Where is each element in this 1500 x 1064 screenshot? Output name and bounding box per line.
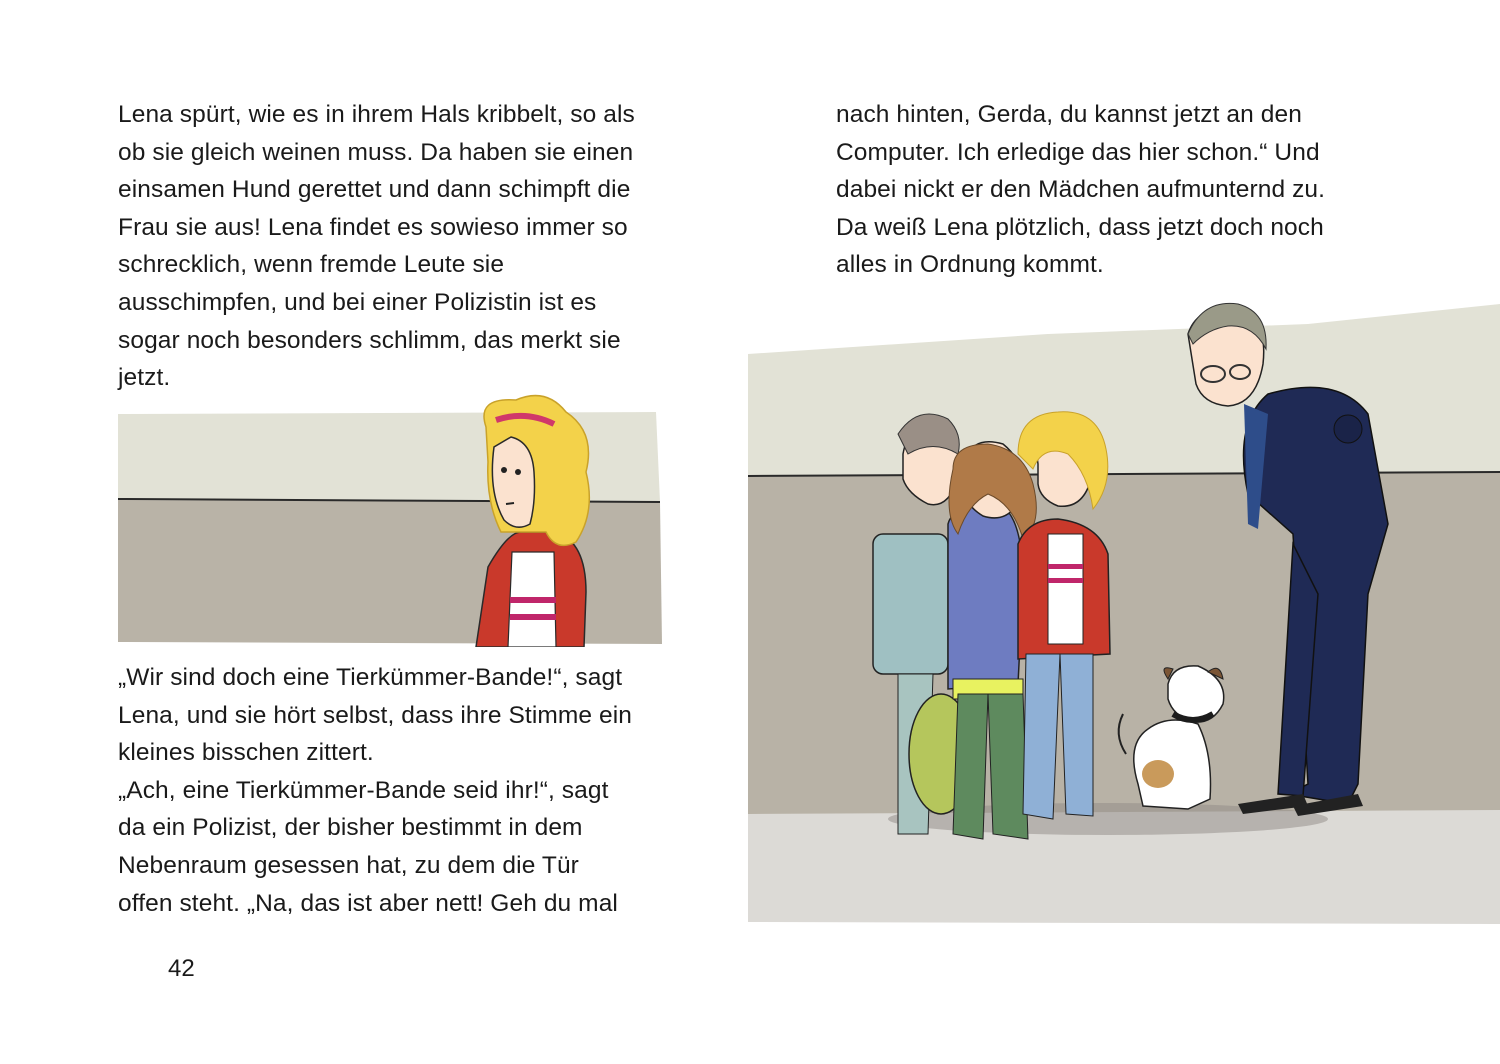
lena-worried-image [116, 392, 662, 647]
left-top-line: schrecklich, wenn fremde Leute sie [118, 251, 505, 279]
left-top-line: sogar noch besonders schlimm, das merkt sie [118, 326, 621, 354]
page-number: 42 [168, 955, 195, 982]
right-column-top-text [836, 96, 1325, 284]
left-top-line: jetzt. [118, 364, 171, 392]
left-top-line: einsamen Hund gerettet und dann schimpft die [118, 176, 631, 204]
kids-policeman-dog-illustration [748, 294, 1500, 924]
lena-worried-illustration [116, 392, 662, 647]
right-top-line: nach hinten, Gerda, du kannst jetzt an den [836, 101, 1302, 128]
left-column-bottom-text [118, 659, 632, 922]
left-column-top-text [118, 96, 635, 397]
left-bottom-line: Nebenraum gesessen hat, zu dem die Tür [118, 851, 579, 879]
right-top-line: Computer. Ich erledige das hier schon.“ Und [836, 138, 1320, 166]
right-top-line: alles in Ordnung kommt. [836, 251, 1104, 279]
right-top-line: Da weiß Lena plötzlich, dass jetzt doch noch [836, 213, 1324, 241]
left-bottom-line: offen steht. „Na, das ist aber nett! Geh du mal [118, 889, 618, 917]
left-top-line: Lena spürt, wie es in ihrem Hals kribbelt, so als [118, 101, 635, 128]
left-bottom-line: „Ach, eine Tierkümmer-Bande seid ihr!“, sagt [118, 776, 609, 804]
right-top-line: dabei nickt er den Mädchen aufmunternd zu. [836, 176, 1326, 204]
kids-policeman-dog-image [748, 294, 1500, 924]
left-bottom-line: „Wir sind doch eine Tierkümmer-Bande!“, sagt [118, 664, 623, 691]
left-top-line: Frau sie aus! Lena findet es sowieso immer so [118, 213, 628, 241]
left-bottom-line: kleines bisschen zittert. [118, 739, 374, 767]
left-bottom-line: da ein Polizist, der bisher bestimmt in dem [118, 814, 583, 842]
left-top-line: ausschimpfen, und bei einer Polizistin ist es [118, 288, 597, 316]
left-top-line: ob sie gleich weinen muss. Da haben sie einen [118, 138, 634, 166]
left-bottom-line: Lena, und sie hört selbst, dass ihre Stimme ein [118, 701, 633, 729]
